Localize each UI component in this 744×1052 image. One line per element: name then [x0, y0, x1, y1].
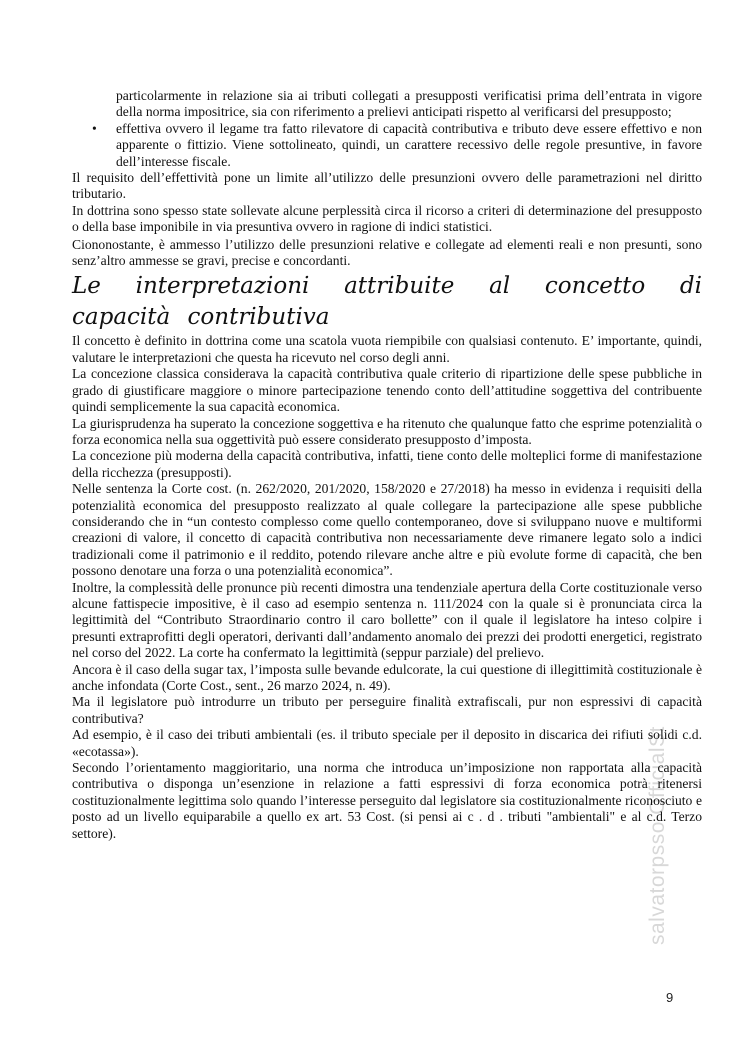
- bullet-list: [72, 121, 702, 170]
- paragraph: Secondo l’orientamento maggioritario, una norma che introduca un’imposizione non rapportata alla capacità contributiva o disponga un’esenzione in relazione a fatti espressivi di forza economica potrà ritenersi costituzionalmente legittima solo quando l’interesse perseguito dal legislatore sia costituzionalmente riconosciuto e posto ad un livello equiparabile a quello ex art. 53 Cost. (si pensi ai c . d . tributi "ambientali" e al c.d. Terzo settore).: [72, 760, 702, 841]
- paragraph: Il concetto è definito in dottrina come una scatola vuota riempibile con qualsiasi contenuto. E’ importante, quindi, valutare le interpretazioni che questa ha ricevuto nel corso degli anni.: [72, 333, 702, 365]
- paragraph: Ciononostante, è ammesso l’utilizzo delle presunzioni relative e collegate ad elementi reali e non presunti, sono senz’altro ammesse se gravi, precise e concordanti.: [72, 236, 702, 269]
- paragraph: Il requisito dell’effettività pone un limite all’utilizzo delle presunzioni ovvero delle parametrazioni nel diritto tributario.: [72, 170, 702, 202]
- paragraph: La giurisprudenza ha superato la concezione soggettiva e ha ritenuto che qualunque fatto che esprime potenzialità o forza economica nella sua oggettività può essere considerato presupposto d’imposta.: [72, 415, 702, 447]
- paragraph: La concezione classica considerava la capacità contributiva quale criterio di ripartizione delle spese pubbliche in grado di giustificare maggiore o minore partecipazione tenendo conto dell’attitudine soggettiva del contribuente quindi semplicemente la sua capacità economica.: [72, 366, 702, 415]
- watermark: salvatorpsso OfficialSt: [646, 726, 669, 945]
- list-item: [72, 121, 702, 170]
- paragraph: Inoltre, la complessità delle pronunce più recenti dimostra una tendenziale apertura della Corte costituzionale verso alcune fattispecie impositive, è il caso ad esempio sentenza n. 111/2024 con la quale si è pronunciata circa la legittimità del “Contributo Straordinario contro il caro bollette” con il quale il legislatore ha inteso colpire i presunti extraprofitti degli operatori, derivanti dall’andamento anomalo dei prezzi dei prodotti energetici, registrato nel corso del 2022. La corte ha confermato la legittimità (seppur parziale) del prelievo.: [72, 579, 702, 661]
- paragraph: La concezione più moderna della capacità contributiva, infatti, tiene conto delle molteplici forme di manifestazione della ricchezza (presupposti).: [72, 448, 702, 480]
- list-item-text: effettiva ovvero il legame tra fatto rilevatore di capacità contributiva e tributo deve essere effettivo e non apparente o fittizio. Viene sottolineato, quindi, un carattere recessivo delle regole presuntive, in favore dell’interesse fiscale.: [116, 120, 702, 169]
- paragraph: Ad esempio, è il caso dei tributi ambientali (es. il tributo speciale per il deposito in discarica dei rifiuti solidi c.d. «ecotassa»).: [72, 727, 702, 759]
- paragraph: In dottrina sono spesso state sollevate alcune perplessità circa il ricorso a criteri di determinazione del presupposto o della base imponibile in via presuntiva ovvero in ragione di indici statistici.: [72, 202, 702, 235]
- page-number: 9: [666, 990, 674, 1005]
- list-item-continuation: particolarmente in relazione sia ai tributi collegati a presupposti verificatisi prima dell’entrata in vigore della norma impositrice, sia con riferimento a prelievi anticipati rispetto al verificarsi del presupposto;: [116, 88, 702, 120]
- section-heading: Le interpretazioni attribuite al concetto di capacità contributiva: [72, 273, 702, 331]
- document-page: [72, 88, 702, 842]
- bullet-icon: •: [92, 120, 97, 136]
- paragraph: Ma il legislatore può introdurre un tributo per perseguire finalità extrafiscali, pur non espressivi di capacità contributiva?: [72, 694, 702, 726]
- paragraph: Ancora è il caso della sugar tax, l’imposta sulle bevande edulcorate, la cui questione di illegittimità costituzionale è anche infondata (Corte Cost., sent., 26 marzo 2024, n. 49).: [72, 661, 702, 693]
- paragraph: Nelle sentenza la Corte cost. (n. 262/2020, 201/2020, 158/2020 e 27/2018) ha messo in evidenza i requisiti della potenzialità economica del presupposto realizzato al quale collegare la partecipazione alle spese pubbliche considerando che in “un contesto complesso come quello contemporaneo, dove si sviluppano nuove e multiformi creazioni di valore, il concetto di capacità contributiva non necessariamente deve rimanere legato solo a indici tradizionali come il patrimonio e il reddito, potendo rilevare anche altre e più evolute forme di capacità, che ben possono denotare una forza o una potenzialità economica”.: [72, 481, 702, 579]
